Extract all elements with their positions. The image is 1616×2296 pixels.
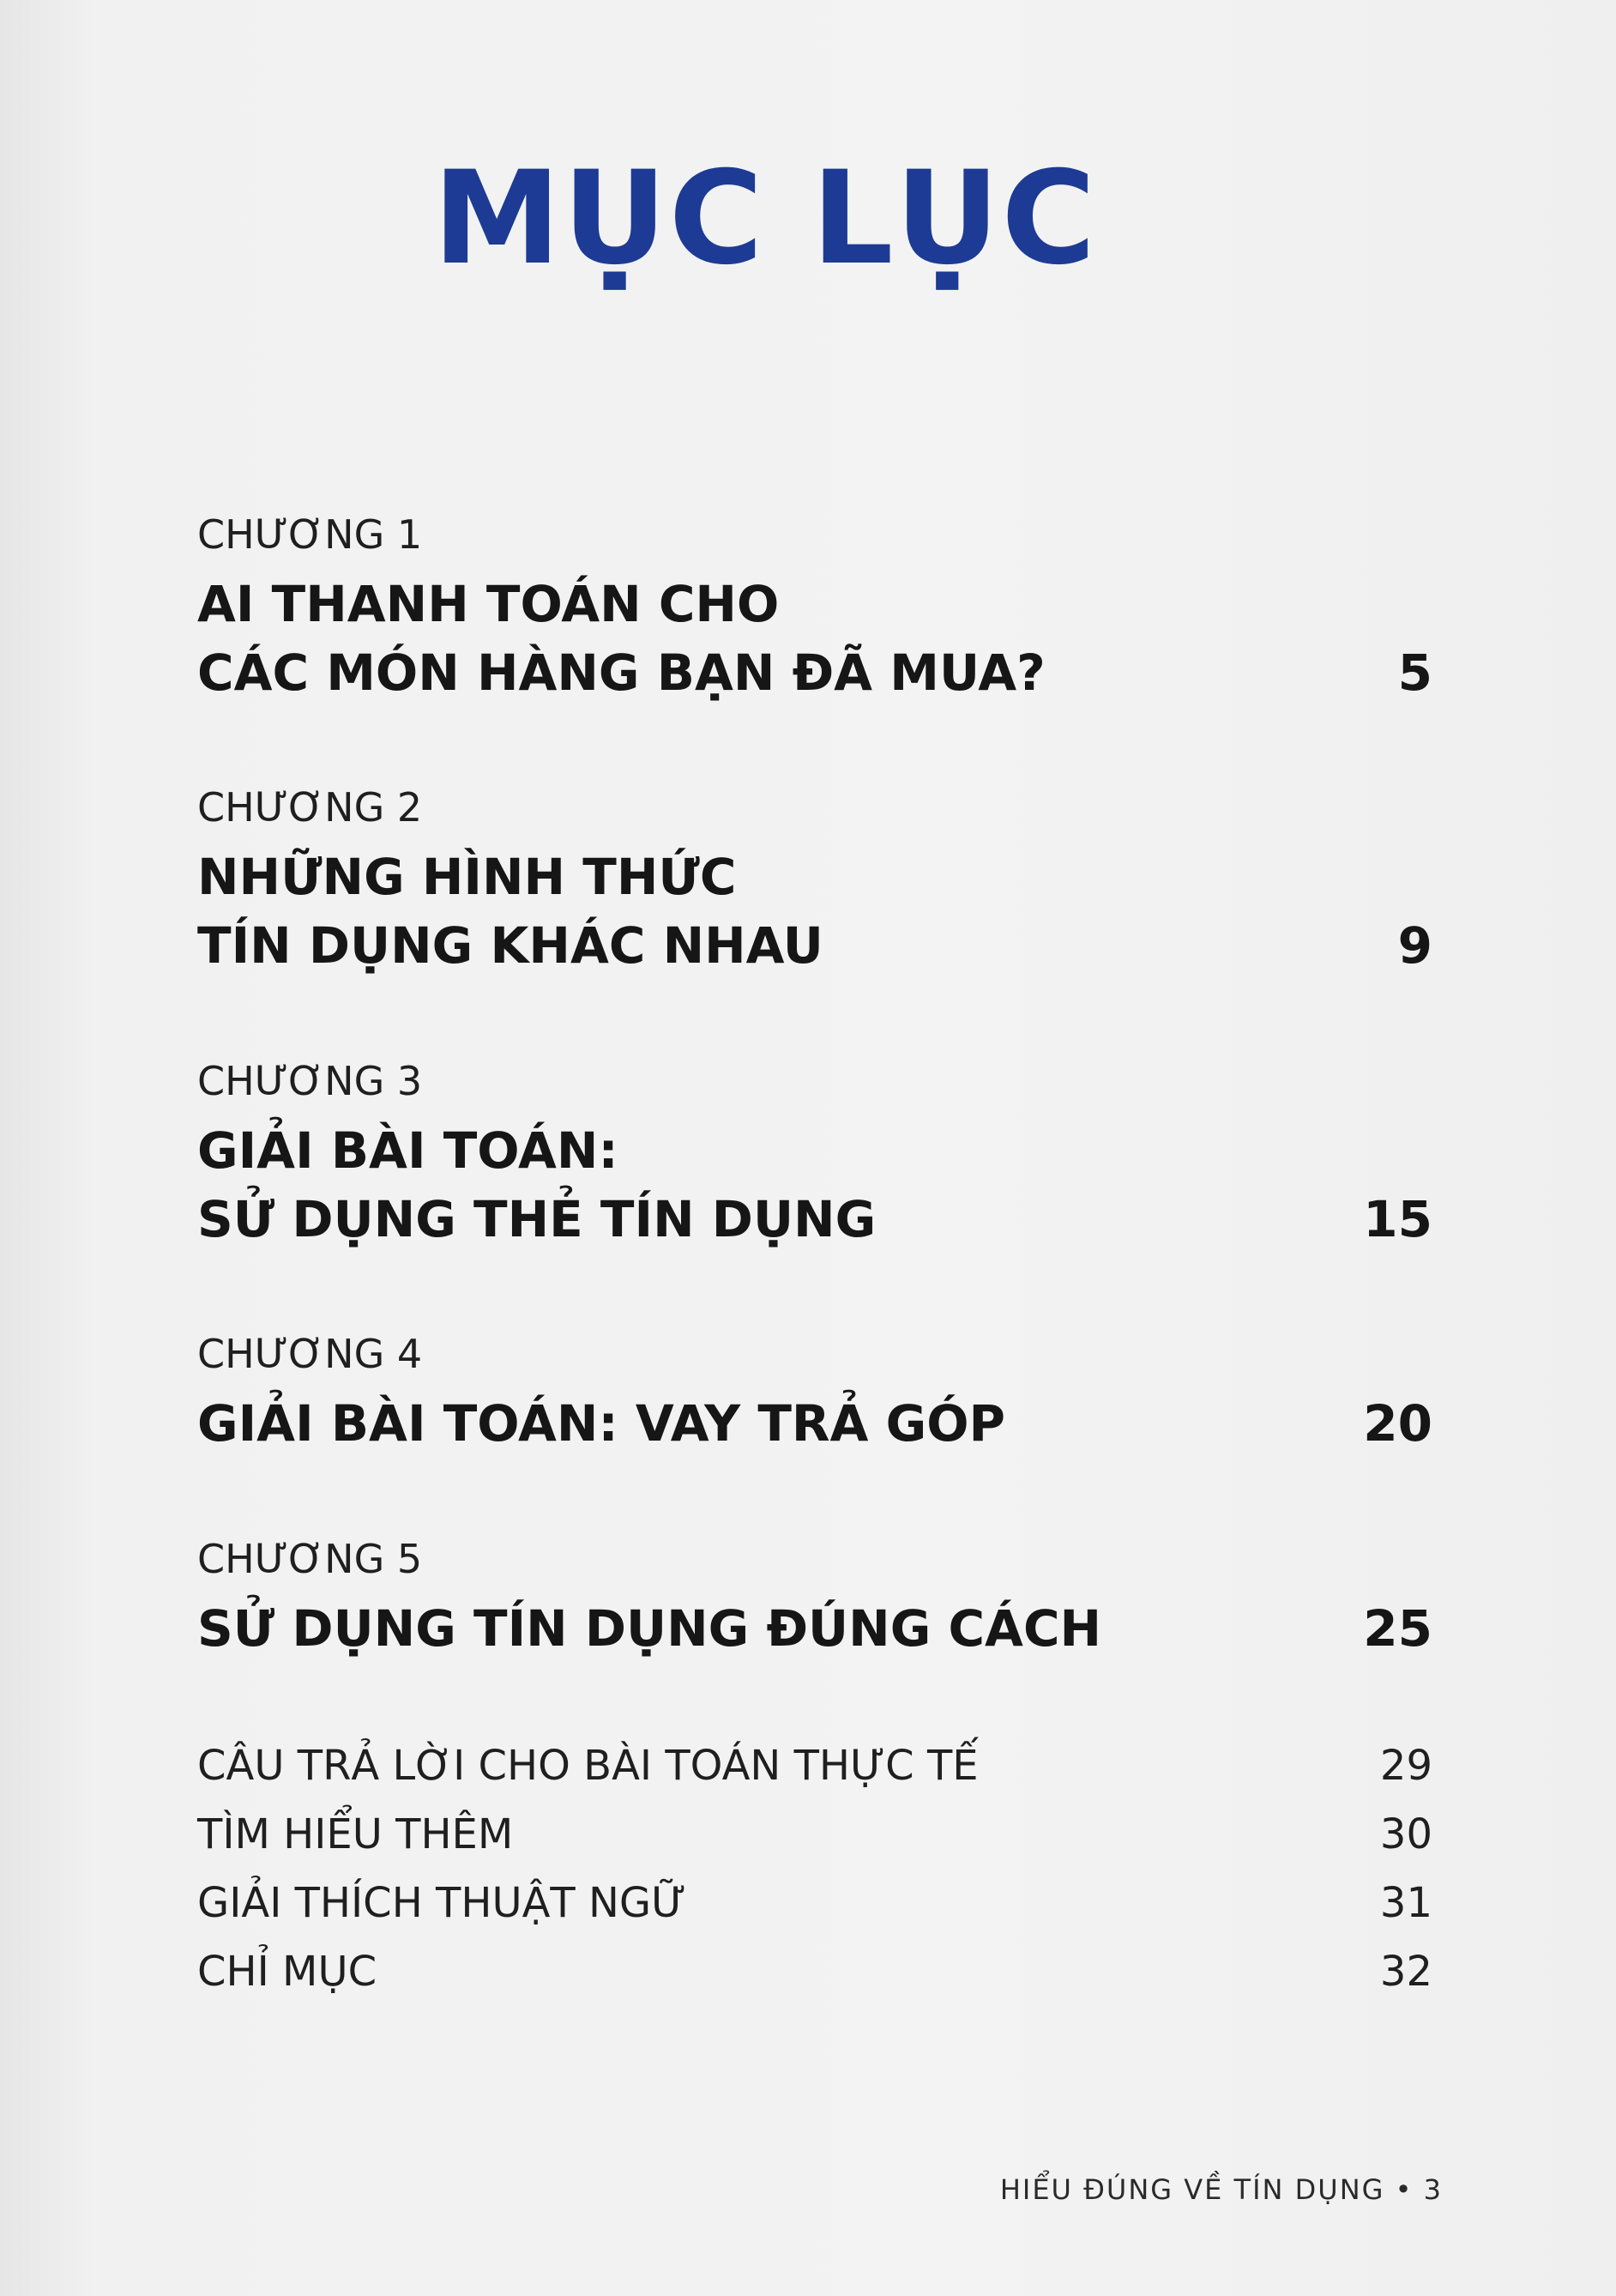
chapter-label: CHƯƠNG 2: [197, 784, 423, 831]
extra-page-number: 32: [1379, 1948, 1432, 1996]
chapter-page-number: 25: [1363, 1599, 1432, 1658]
chapter-title: [197, 843, 1432, 980]
toc-chapter-4: [197, 1331, 1432, 1458]
toc-chapter-5: [197, 1536, 1432, 1663]
toc-extra-glossary: [197, 1879, 1432, 1927]
chapter-page-number: 9: [1397, 916, 1432, 975]
toc-extra-index: [197, 1948, 1432, 1996]
extra-label: GIẢI THÍCH THUẬT NGỮ: [197, 1879, 687, 1927]
chapter-label: CHƯƠNG 3: [197, 1058, 423, 1104]
extra-label: CÂU TRẢ LỜI CHO BÀI TOÁN THỰC TẾ: [197, 1742, 979, 1790]
toc-chapter-2: [197, 784, 1432, 980]
extra-label: TÌM HIỂU THÊM: [197, 1810, 514, 1858]
chapter-title-line: SỬ DỤNG TÍN DỤNG ĐÚNG CÁCH: [197, 1599, 1102, 1658]
chapter-title-line: AI THANH TOÁN CHO: [197, 575, 780, 633]
toc-chapter-1: [197, 511, 1432, 707]
toc-title: MỤC LỤC: [432, 144, 1098, 293]
chapter-title: [197, 1116, 1432, 1254]
extra-page-number: 31: [1379, 1879, 1432, 1927]
chapter-title: [197, 1594, 1432, 1663]
page-footer: HIỂU ĐÚNG VỀ TÍN DỤNG • 3: [999, 2173, 1443, 2206]
chapter-label: CHƯƠNG 4: [197, 1331, 423, 1377]
chapter-title-line: GIẢI BÀI TOÁN:: [197, 1121, 618, 1180]
chapter-title: [197, 570, 1432, 707]
extra-page-number: 30: [1379, 1810, 1432, 1858]
chapter-title-line: TÍN DỤNG KHÁC NHAU: [197, 916, 823, 975]
toc-extra-answers: [197, 1742, 1432, 1790]
chapter-page-number: 15: [1363, 1190, 1432, 1248]
chapter-label: CHƯƠNG 1: [197, 511, 423, 558]
chapter-title-line: CÁC MÓN HÀNG BẠN ĐÃ MUA?: [197, 643, 1046, 702]
chapter-label: CHƯƠNG 5: [197, 1536, 423, 1582]
chapter-page-number: 5: [1397, 643, 1432, 702]
extra-page-number: 29: [1379, 1742, 1432, 1790]
chapter-title-line: GIẢI BÀI TOÁN: VAY TRẢ GÓP: [197, 1394, 1006, 1453]
extra-label: CHỈ MỤC: [197, 1948, 377, 1996]
chapter-title: [197, 1389, 1432, 1458]
chapter-page-number: 20: [1363, 1394, 1432, 1453]
toc-chapter-3: [197, 1058, 1432, 1254]
toc-extra-learn-more: [197, 1810, 1432, 1858]
chapter-title-line: NHỮNG HÌNH THỨC: [197, 848, 737, 906]
chapter-title-line: SỬ DỤNG THẺ TÍN DỤNG: [197, 1190, 877, 1248]
